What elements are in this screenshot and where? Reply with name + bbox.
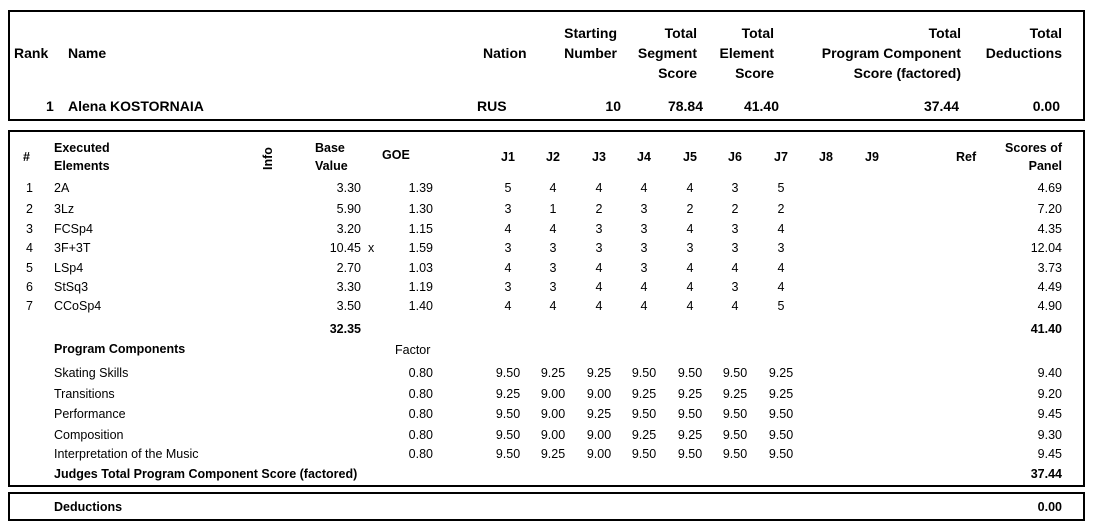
element-goe: 1.39 bbox=[408, 181, 433, 195]
element-code: LSp4 bbox=[54, 261, 84, 275]
component-panel-score: 9.45 bbox=[1037, 447, 1062, 461]
element-judge-score: 3 bbox=[549, 241, 557, 255]
element-judge-score: 4 bbox=[595, 280, 603, 294]
element-judge-score: 3 bbox=[595, 241, 603, 255]
skater-name: Alena KOSTORNAIA bbox=[68, 98, 204, 114]
starting-number-value: 10 bbox=[605, 98, 621, 114]
component-judge-score: 9.50 bbox=[677, 407, 703, 421]
component-judge-score: 9.50 bbox=[631, 366, 657, 380]
component-judge-score: 9.50 bbox=[495, 407, 521, 421]
element-judge-score: 5 bbox=[777, 299, 785, 313]
pcs-header: Total Program Component Score (factored) bbox=[821, 25, 961, 81]
component-judge-score: 9.50 bbox=[495, 447, 521, 461]
component-judge-score: 9.25 bbox=[722, 387, 748, 401]
element-judge-score: 3 bbox=[504, 280, 512, 294]
element-panel-score: 7.20 bbox=[1037, 202, 1062, 216]
element-judge-score: 3 bbox=[640, 241, 648, 255]
component-name: Performance bbox=[54, 407, 126, 421]
element-base-value: 3.30 bbox=[336, 280, 361, 294]
element-base-marker: x bbox=[368, 241, 375, 255]
rank-value: 1 bbox=[46, 98, 54, 114]
element-judge-score: 4 bbox=[777, 222, 785, 236]
judge-header-7: J7 bbox=[774, 150, 788, 164]
deductions-value: 0.00 bbox=[1032, 98, 1060, 114]
component-judge-score: 9.50 bbox=[722, 428, 748, 442]
element-row-number: 3 bbox=[26, 222, 33, 236]
element-judge-score: 4 bbox=[731, 261, 739, 275]
element-row-number: 4 bbox=[26, 241, 33, 255]
element-judge-score: 3 bbox=[731, 181, 739, 195]
element-judge-score: 4 bbox=[777, 280, 785, 294]
element-panel-score: 12.04 bbox=[1030, 241, 1062, 255]
rank-header: Rank bbox=[14, 45, 49, 61]
element-panel-score: 4.69 bbox=[1037, 181, 1062, 195]
element-judge-score: 4 bbox=[640, 299, 648, 313]
element-judge-score: 1 bbox=[549, 202, 557, 216]
component-judge-score: 9.25 bbox=[677, 428, 703, 442]
component-judge-score: 9.00 bbox=[586, 387, 612, 401]
element-judge-score: 2 bbox=[731, 202, 739, 216]
component-panel-score: 9.40 bbox=[1037, 366, 1062, 380]
component-judge-score: 9.50 bbox=[631, 407, 657, 421]
element-judge-score: 2 bbox=[777, 202, 785, 216]
component-name: Skating Skills bbox=[54, 366, 129, 380]
element-judge-score: 5 bbox=[777, 181, 785, 195]
component-judge-score: 9.25 bbox=[768, 387, 794, 401]
element-judge-score: 4 bbox=[549, 299, 557, 313]
element-judge-score: 5 bbox=[504, 181, 512, 195]
element-judge-score: 3 bbox=[595, 222, 603, 236]
factor-header: Factor bbox=[395, 343, 431, 357]
component-factor: 0.80 bbox=[408, 447, 433, 461]
component-panel-score: 9.45 bbox=[1037, 407, 1062, 421]
component-factor: 0.80 bbox=[408, 407, 433, 421]
component-judge-score: 9.25 bbox=[495, 387, 521, 401]
element-panel-score: 4.90 bbox=[1037, 299, 1062, 313]
tes-header: Total Element Score bbox=[719, 25, 774, 81]
element-judge-score: 3 bbox=[640, 222, 648, 236]
element-judge-score: 4 bbox=[595, 299, 603, 313]
pcs-total-value: 37.44 bbox=[1030, 467, 1062, 481]
panel-score-header: Scores of Panel bbox=[1005, 141, 1062, 173]
element-base-value: 5.90 bbox=[336, 202, 361, 216]
element-judge-score: 4 bbox=[686, 261, 694, 275]
element-judge-score: 4 bbox=[549, 181, 557, 195]
component-judge-score: 9.50 bbox=[722, 407, 748, 421]
component-panel-score: 9.30 bbox=[1037, 428, 1062, 442]
element-code: 3Lz bbox=[54, 202, 75, 216]
element-judge-score: 2 bbox=[595, 202, 603, 216]
element-judge-score: 3 bbox=[504, 202, 512, 216]
judge-header-5: J5 bbox=[683, 150, 697, 164]
component-judge-score: 9.25 bbox=[540, 447, 566, 461]
element-goe: 1.19 bbox=[408, 280, 433, 294]
element-row-number: 1 bbox=[26, 181, 33, 195]
element-judge-score: 3 bbox=[640, 261, 648, 275]
element-row-number: 5 bbox=[26, 261, 33, 275]
judge-header-1: J1 bbox=[501, 150, 515, 164]
component-judge-score: 9.25 bbox=[586, 407, 612, 421]
element-panel-score: 3.73 bbox=[1037, 261, 1062, 275]
info-header: Info bbox=[261, 147, 275, 170]
element-judge-score: 4 bbox=[640, 280, 648, 294]
element-judge-score: 2 bbox=[686, 202, 694, 216]
component-judge-score: 9.25 bbox=[631, 428, 657, 442]
base-value-total: 32.35 bbox=[329, 322, 361, 336]
element-judge-score: 4 bbox=[686, 299, 694, 313]
component-judge-score: 9.50 bbox=[722, 366, 748, 380]
element-panel-score: 4.35 bbox=[1037, 222, 1062, 236]
element-judge-score: 4 bbox=[595, 181, 603, 195]
deductions-box bbox=[8, 492, 1085, 521]
element-base-value: 10.45 bbox=[329, 241, 361, 255]
element-judge-score: 3 bbox=[640, 202, 648, 216]
element-judge-score: 4 bbox=[549, 222, 557, 236]
element-goe: 1.15 bbox=[408, 222, 433, 236]
nation-header: Nation bbox=[483, 45, 527, 61]
element-code: 2A bbox=[54, 181, 70, 195]
executed-elements-header: Executed Elements bbox=[54, 141, 110, 173]
element-judge-score: 4 bbox=[686, 280, 694, 294]
component-judge-score: 9.25 bbox=[631, 387, 657, 401]
element-judge-score: 3 bbox=[504, 241, 512, 255]
judge-header-9: J9 bbox=[865, 150, 879, 164]
element-judge-score: 4 bbox=[504, 261, 512, 275]
element-code: FCSp4 bbox=[54, 222, 93, 236]
judge-header-3: J3 bbox=[592, 150, 606, 164]
element-judge-score: 3 bbox=[731, 222, 739, 236]
nation-value: RUS bbox=[477, 98, 507, 114]
component-judge-score: 9.50 bbox=[722, 447, 748, 461]
element-score-total: 41.40 bbox=[1030, 322, 1062, 336]
element-base-value: 3.30 bbox=[336, 181, 361, 195]
element-judge-score: 4 bbox=[686, 181, 694, 195]
deductions-total: 0.00 bbox=[1037, 500, 1062, 514]
element-code: 3F+3T bbox=[54, 241, 91, 255]
component-judge-score: 9.50 bbox=[677, 366, 703, 380]
component-judge-score: 9.00 bbox=[586, 428, 612, 442]
element-base-value: 2.70 bbox=[336, 261, 361, 275]
pcs-total-label: Judges Total Program Component Score (factored) bbox=[54, 467, 358, 481]
element-judge-score: 3 bbox=[731, 241, 739, 255]
component-factor: 0.80 bbox=[408, 428, 433, 442]
element-judge-score: 4 bbox=[777, 261, 785, 275]
element-goe: 1.40 bbox=[408, 299, 433, 313]
element-code: StSq3 bbox=[54, 280, 89, 294]
component-judge-score: 9.50 bbox=[768, 447, 794, 461]
num-header: # bbox=[23, 150, 30, 164]
element-judge-score: 4 bbox=[686, 222, 694, 236]
ref-header: Ref bbox=[956, 150, 977, 164]
component-judge-score: 9.25 bbox=[768, 366, 794, 380]
deductions-header: Total Deductions bbox=[985, 25, 1062, 61]
program-components-title: Program Components bbox=[54, 342, 186, 356]
component-judge-score: 9.50 bbox=[631, 447, 657, 461]
component-judge-score: 9.00 bbox=[540, 407, 566, 421]
component-judge-score: 9.00 bbox=[540, 428, 566, 442]
element-judge-score: 4 bbox=[504, 222, 512, 236]
component-judge-score: 9.25 bbox=[540, 366, 566, 380]
tss-value: 78.84 bbox=[667, 98, 703, 114]
component-judge-score: 9.50 bbox=[677, 447, 703, 461]
element-base-value: 3.20 bbox=[336, 222, 361, 236]
element-judge-score: 4 bbox=[640, 181, 648, 195]
base-value-header: Base Value bbox=[315, 141, 348, 173]
judge-header-4: J4 bbox=[637, 150, 651, 164]
judge-header-6: J6 bbox=[728, 150, 742, 164]
name-header: Name bbox=[68, 45, 107, 61]
element-row-number: 2 bbox=[26, 202, 33, 216]
element-panel-score: 4.49 bbox=[1037, 280, 1062, 294]
element-row-number: 7 bbox=[26, 299, 33, 313]
component-name: Composition bbox=[54, 428, 124, 442]
component-factor: 0.80 bbox=[408, 387, 433, 401]
tes-value: 41.40 bbox=[743, 98, 779, 114]
component-judge-score: 9.00 bbox=[586, 447, 612, 461]
element-base-value: 3.50 bbox=[336, 299, 361, 313]
tss-header: Total Segment Score bbox=[637, 25, 697, 81]
element-judge-score: 3 bbox=[777, 241, 785, 255]
component-judge-score: 9.00 bbox=[540, 387, 566, 401]
element-judge-score: 4 bbox=[731, 299, 739, 313]
element-judge-score: 4 bbox=[595, 261, 603, 275]
element-row-number: 6 bbox=[26, 280, 33, 294]
element-goe: 1.30 bbox=[408, 202, 433, 216]
element-judge-score: 3 bbox=[549, 280, 557, 294]
component-factor: 0.80 bbox=[408, 366, 433, 380]
component-judge-score: 9.50 bbox=[768, 407, 794, 421]
component-name: Transitions bbox=[54, 387, 115, 401]
component-name: Interpretation of the Music bbox=[54, 447, 199, 461]
element-goe: 1.03 bbox=[408, 261, 433, 275]
component-panel-score: 9.20 bbox=[1037, 387, 1062, 401]
component-judge-score: 9.50 bbox=[495, 366, 521, 380]
deductions-label: Deductions bbox=[54, 500, 123, 514]
component-judge-score: 9.50 bbox=[495, 428, 521, 442]
judge-header-8: J8 bbox=[819, 150, 833, 164]
element-goe: 1.59 bbox=[408, 241, 433, 255]
component-judge-score: 9.25 bbox=[586, 366, 612, 380]
judge-header-2: J2 bbox=[546, 150, 560, 164]
component-judge-score: 9.25 bbox=[677, 387, 703, 401]
component-judge-score: 9.50 bbox=[768, 428, 794, 442]
element-code: CCoSp4 bbox=[54, 299, 102, 313]
element-judge-score: 4 bbox=[504, 299, 512, 313]
element-judge-score: 3 bbox=[731, 280, 739, 294]
element-judge-score: 3 bbox=[549, 261, 557, 275]
starting-number-header: Starting Number bbox=[564, 25, 617, 61]
pcs-value: 37.44 bbox=[923, 98, 959, 114]
element-judge-score: 3 bbox=[686, 241, 694, 255]
goe-header: GOE bbox=[382, 148, 410, 162]
